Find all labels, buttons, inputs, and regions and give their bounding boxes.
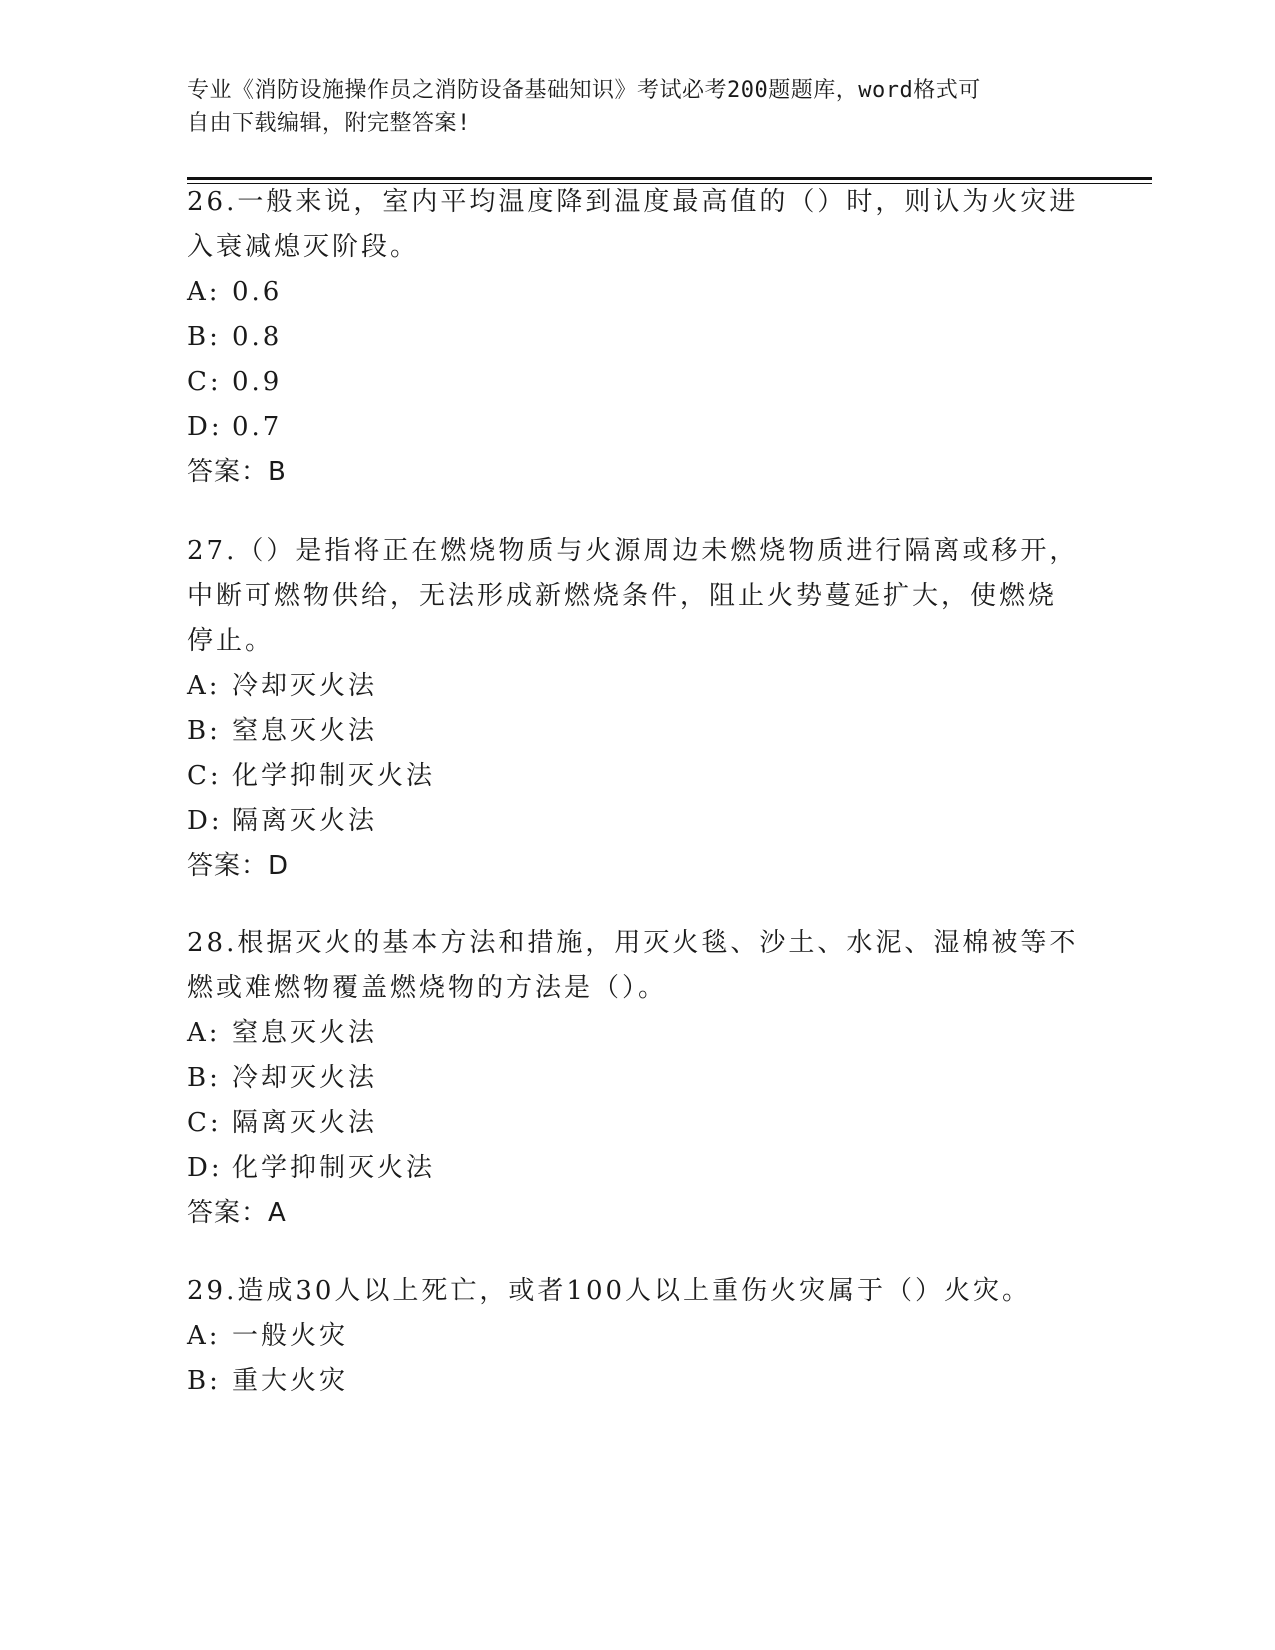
- option-text: 窒息灭火法: [232, 1018, 378, 1048]
- option-text: 0.8: [232, 322, 283, 352]
- option-letter: A:: [187, 671, 221, 701]
- option-a: [187, 1314, 1087, 1359]
- option-b: [187, 1056, 1087, 1101]
- option-letter: C:: [187, 367, 222, 397]
- option-text: 0.6: [232, 277, 283, 307]
- option-text: 重大火灾: [232, 1366, 349, 1396]
- option-text: 化学抑制灭火法: [232, 1153, 436, 1183]
- header-line-1: 专业《消防设施操作员之消防设备基础知识》考试必考200题题库，word格式可: [187, 78, 981, 103]
- question-stem-line: 中断可燃物供给，无法形成新燃烧条件，阻止火势蔓延扩大，使燃烧: [187, 581, 1058, 611]
- option-a: [187, 664, 1087, 709]
- option-letter: C:: [187, 761, 222, 791]
- option-b: [187, 315, 1087, 360]
- question-stem-line: 29.造成30人以上死亡，或者100人以上重伤火灾属于（）火灾。: [187, 1276, 1032, 1306]
- option-text: 隔离灭火法: [232, 1108, 378, 1138]
- document-header: [187, 74, 1067, 140]
- option-letter: A:: [187, 1321, 221, 1351]
- option-text: 化学抑制灭火法: [232, 761, 436, 791]
- question-27: [187, 529, 1087, 889]
- option-a: [187, 270, 1087, 315]
- option-letter: B:: [187, 1366, 221, 1396]
- option-c: [187, 754, 1087, 799]
- option-d: [187, 1146, 1087, 1191]
- option-text: 冷却灭火法: [232, 671, 378, 701]
- question-29: [187, 1269, 1087, 1404]
- option-text: 0.7: [232, 412, 283, 442]
- option-b: [187, 1359, 1087, 1404]
- answer-line: 答案：D: [187, 851, 290, 881]
- header-line-2: 自由下载编辑，附完整答案!: [187, 111, 471, 136]
- option-letter: A:: [187, 277, 221, 307]
- option-d: [187, 799, 1087, 844]
- option-c: [187, 360, 1087, 405]
- option-text: 窒息灭火法: [232, 716, 378, 746]
- question-stem-line: 27.（）是指将正在燃烧物质与火源周边未燃烧物质进行隔离或移开，: [187, 536, 1079, 566]
- option-c: [187, 1101, 1087, 1146]
- option-letter: B:: [187, 1063, 221, 1093]
- option-letter: D:: [187, 1153, 223, 1183]
- question-stem-line: 入衰减熄灭阶段。: [187, 232, 420, 262]
- question-stem-line: 26.一般来说，室内平均温度降到温度最高值的（）时，则认为火灾进: [187, 187, 1079, 217]
- option-letter: B:: [187, 716, 221, 746]
- option-letter: C:: [187, 1108, 222, 1138]
- question-stem-line: 停止。: [187, 626, 275, 656]
- option-text: 冷却灭火法: [232, 1063, 378, 1093]
- option-letter: B:: [187, 322, 221, 352]
- question-stem-line: 28.根据灭火的基本方法和措施，用灭火毯、沙土、水泥、湿棉被等不: [187, 928, 1079, 958]
- option-b: [187, 709, 1087, 754]
- question-stem-line: 燃或难燃物覆盖燃烧物的方法是（）。: [187, 973, 668, 1003]
- answer-line: 答案：B: [187, 457, 287, 487]
- question-26: [187, 180, 1087, 495]
- option-text: 一般火灾: [232, 1321, 349, 1351]
- option-letter: D:: [187, 806, 223, 836]
- option-letter: D:: [187, 412, 223, 442]
- option-d: [187, 405, 1087, 450]
- answer-line: 答案：A: [187, 1198, 287, 1228]
- option-a: [187, 1011, 1087, 1056]
- option-text: 0.9: [232, 367, 283, 397]
- option-letter: A:: [187, 1018, 221, 1048]
- option-text: 隔离灭火法: [232, 806, 378, 836]
- question-28: [187, 921, 1087, 1236]
